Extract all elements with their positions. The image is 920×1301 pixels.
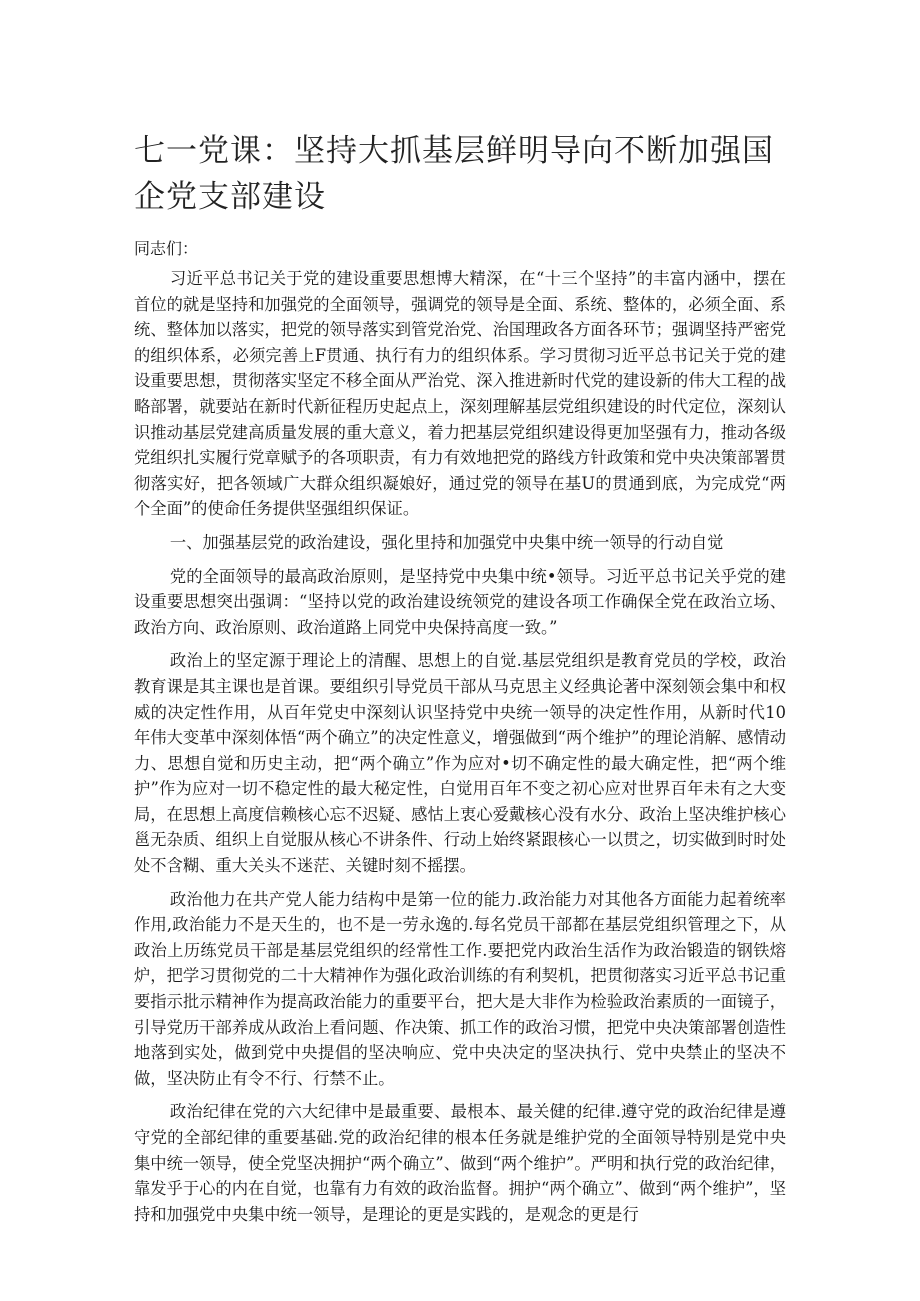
document-page: [134, 128, 786, 1235]
body-paragraph: 党的全面领导的最高政治原则，是坚持党中央集中统•领导。习近平总书记关乎党的建设重要思想突出强调：“坚持以党的政治建设统领党的建设各项工作确保全党在政治立场、政治方向、政治原则、政治道路上同党中央保持高度一致。”: [134, 566, 786, 637]
body-paragraph: 政治上的坚定源于理论上的清醒、思想上的自觉.基层党组织是教育党员的学校，政治教育课是其主课也是首课。要组织引导党员干部从马克思主义经典论著中深刻领会集中和权威的决定性作用，从百年党史中深刻认识坚持党中央统一领导的决定性作用，从新时代10年伟大变革中深刻体悟“两个确立”的决定性意义，增强做到“两个维护”的理论消解、感情动力、思想自觉和历史主动，把“两个确立”作为应对•切不确定性的最大确定性，把“两个维护”作为应对一切不稳定性的最大秘定性，白觉用百年不变之初心应对世界百年未有之大变局，在思想上高度信赖核心忘不迟疑、感怙上衷心爱戴核心没有水分、政治上坚决维护核心邕无杂质、组织上自觉服从核心不讲条件、行动上始终紧跟核心一以贯之，切实做到时时处处不含糊、重大关头不迷茫、关键时刻不摇摆。: [134, 651, 786, 876]
body-paragraph: 政治纪律在党的六大纪律中是最重要、最根本、最关健的纪律.遵守党的政治纪律是遵守党的全部纪律的重要基础.党的政治纪律的根本任务就是维护党的全面领导特别是党中央集中统一领导，使全党坚决拥护“两个确立”、做到“两个维护”。严明和执行党的政治纪律，靠发乎于心的内在自觉，也靠有力有效的政治监督。拥护“两个确立”、做到“两个维护”，坚持和加强党中央集中统一领导，是理论的更是实践的，是观念的更是行: [134, 1102, 786, 1224]
section-heading: 一、加强基层党的政治建设，强化里持和加强党中央集中统一领导的行动自觉: [169, 532, 724, 552]
body-paragraph: 习近平总书记关于党的建设重要思想博大精深，在“十三个坚持”的丰富内涵中，摆在首位的就是坚持和加强党的全面领导，强调党的领导是全面、系统、整体的，必须全面、系统、整体加以落实，把党的领导落实到管党治党、治国理政各方面各环节；强调坚持严密党的组织体系，必须完善上F贯通、执行有力的组织体系。学习贯彻习近平总书记关于党的建设重要思想，贯彻落实坚定不移全面从严治党、深入推进新时代党的建设新的伟大工程的战略部署，就要站在新时代新征程历史起点上，深刻理解基层党组织建设的时代定位，深刻认识推动基层党建高质量发展的重大意义，着力把基层党组织建设得更加坚强有力，推动各级党组织扎实履行党章赋予的各项职责，有力有效地把党的路线方针政策和党中央决策部署贯彻落实好，把各领域广大群众组织凝娘好，通过党的领导在基U的贯通到底，为完成党“两个全面”的使命任务提供坚强组织保证。: [134, 269, 786, 519]
salutation: 同志们：: [134, 239, 199, 258]
body-paragraph: 政治他力在共产党人能力结构中是第一位的能力.政治能力对其他各方面能力起着统率作用,政治能力不是天生的，也不是一劳永逸的.每名党员干部都在基层党组织管理之下，从政治上历练党员干部是基层党组织的经常性工作.要把党内政治生活作为政治锻造的钢铁熔炉，把学习贯彻党的二十大精神作为强化政治训练的有利契机，把贯彻落实习近平总书记重要指示批示精神作为提高政治能力的重要平台，把大是大非作为检验政治素质的一面镜子，引导党历干部养成从政治上看问题、作决策、抓工作的政治习惯，把党中央决策部署创造性地落到实处，做到党中央提倡的坚决响应、党中央决定的坚决执行、党中央禁止的坚决不做，坚决防止有令不行、行禁不止。: [134, 889, 786, 1088]
document-title: 七一党课：坚持大抓基层鲜明导向不断加强国企党支部建设: [134, 133, 774, 215]
